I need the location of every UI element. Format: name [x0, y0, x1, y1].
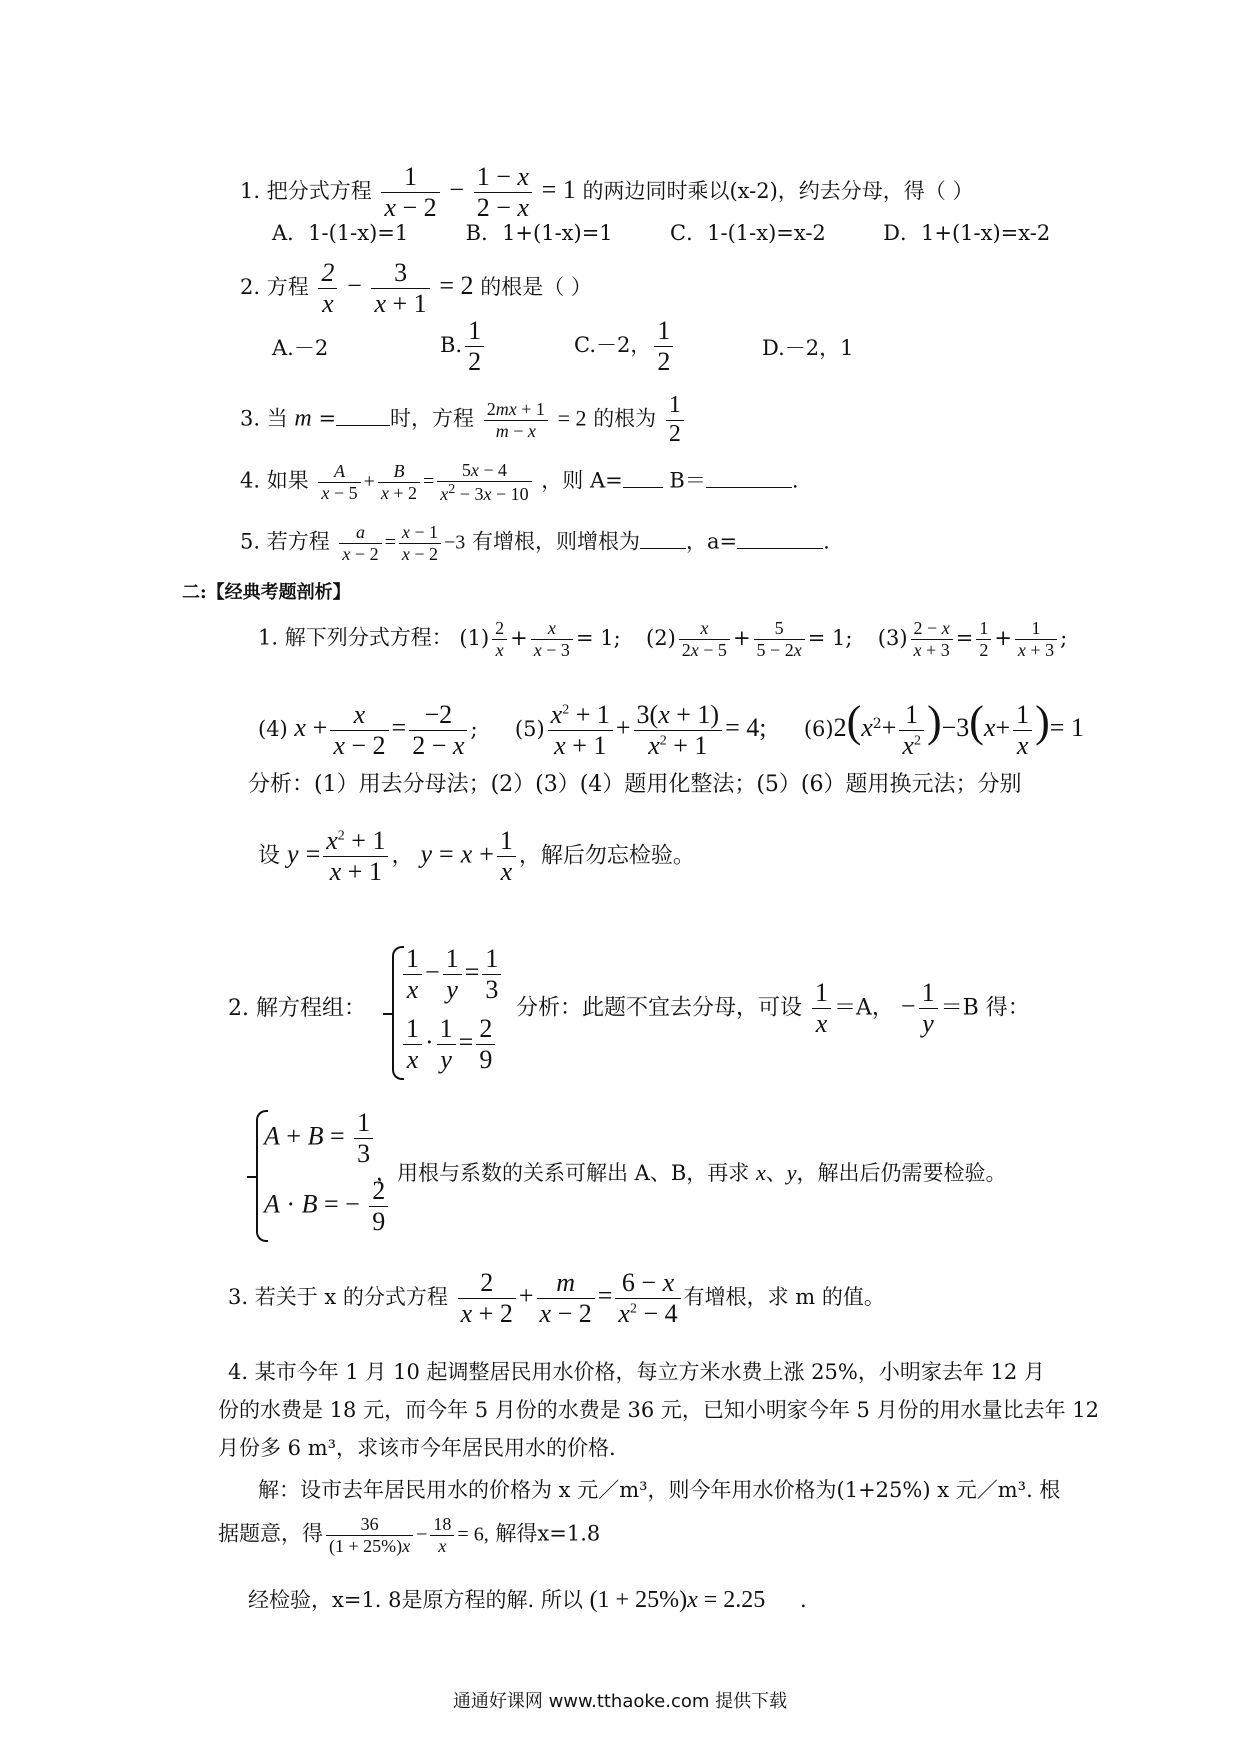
p2-sub-eq-1: A + B = $\frac{1}{3}$ [264, 1108, 376, 1169]
p2-system-eq-2: $\frac{1}{x}$ · $\frac{1}{y}$ = $\frac{2}{9}$ [400, 1014, 498, 1075]
eq-5: (5) $\frac{x^2 + 1}{x + 1}$ + $\frac{3(x + 1)}{x^2 + 1}$ = 4; [514, 700, 767, 760]
q5: 5. 若方程 $\frac{a}{x - 2}$ = $\frac{x - 1}{x - 2}$ −3 有增根，则增根为 ，a= . [240, 522, 830, 564]
q3-blank [336, 407, 390, 426]
q2-option-a: A.－2 [272, 336, 329, 360]
p3: 3. 若关于 x 的分式方程 $\frac{2}{x + 2}$ + $\frac{m}{x - 2}$ = $\frac{6 - x}{x^2 - 4}$ 有增根，求 m 的值。 [228, 1268, 885, 1328]
p1-row2 [258, 697, 1084, 761]
p2-analysis: 分析：此题不宜去分母，可设 $\frac{1}{x}$ ＝A， − $\frac{1}{y}$ ＝B 得： [516, 978, 1030, 1038]
q1-option-d: D．1+(1-x)=x-2 [883, 221, 1051, 245]
p1-analysis-2: 设 y = $\frac{x^2 + 1}{x + 1}$ ， y = x + $\frac{1}{x}$ ，解后勿忘检验。 [258, 826, 695, 886]
q1-fraction-1: $\frac{1}{x - 2}$ [381, 162, 439, 223]
p2-label: 2. 解方程组： [228, 996, 367, 1021]
p4-check: 经检验，x=1. 8是原方程的解. 所以 (1 + 25%)x = 2.25 . [248, 1587, 807, 1613]
q4-blank-a [623, 469, 663, 488]
q1-option-c: C．1-(1-x)=x-2 [670, 221, 826, 245]
p4-solution-2: 据题意，得 $\frac{36}{(1 + 25\%)x}$ − $\frac{18}{x}$ = 6, 解得x=1.8 [218, 1514, 601, 1556]
q5-blank-root [640, 530, 686, 549]
p2-sub-eq-2: A · B = − $\frac{2}{9}$ [264, 1176, 391, 1237]
eq-3: (3) $\frac{2 - x}{x + 3}$ = $\frac{1}{2}$ + $\frac{1}{x + 3}$ ; [877, 618, 1068, 660]
q1-option-a: A．1-(1-x)=1 [272, 221, 409, 245]
eq-6: $(6)2(x^2+$ $\frac{1}{x^2}$ )−3(x+ $\frac{1}{x}$ )= 1 [803, 697, 1084, 760]
q2: 2. 方程 $\frac{2}{x}$ − $\frac{3}{x + 1}$ = 2 的根是（ ） [240, 258, 592, 318]
section2-heading: 二:【经典考题剖析】 [182, 582, 351, 603]
p1-analysis-1: 分析：(1）用去分母法；(2）(3）(4）题用化整法；(5）(6）题用换元法；分别 [248, 772, 1022, 797]
q2-option-b: B. $\frac{1}{2}$ [440, 316, 487, 377]
q4-blank-b [706, 469, 792, 488]
p1: 1. 解下列分式方程： (1) $\frac{2}{x}$ + $\frac{x}{x - 3}$ = 1; (2) $\frac{x}{2x - 5}$ + $\frac{5}{5 - 2x}$ = 1; (3) $\frac{2 - x}{x + 3}$ = $\frac{1}{2}$ + $\frac{1}{x + 3}$ ; [258, 618, 1068, 660]
q2-option-c: C.－2， $\frac{1}{2}$ [574, 316, 676, 377]
q3: 3. 当 m = 时，方程 $\frac{2mx + 1}{m - x}$ = 2 的根为 $\frac{1}{2}$ [240, 392, 687, 448]
eq-1: (1) $\frac{2}{x}$ + $\frac{x}{x - 3}$ = 1; [459, 618, 621, 660]
q1-option-b: B．1+(1-x)=1 [465, 221, 613, 245]
p4-solution-1: 解：设市去年居民用水的价格为 x 元／m³，则今年用水价格为(1+25%) x 元／m³. 根 [258, 1478, 1061, 1502]
eq-2: (2) $\frac{x}{2x - 5}$ + $\frac{5}{5 - 2x}$ = 1; [646, 618, 853, 660]
q5-blank-a [737, 530, 823, 549]
footer-text: 通通好课网 www.tthaoke.com 提供下载 [452, 1691, 788, 1712]
p2-tail: ，用根与系数的关系可解出 A、B，再求 x、y，解出后仍需要检验。 [376, 1160, 1007, 1185]
p2-system-eq-1: $\frac{1}{x}$ − $\frac{1}{y}$ = $\frac{1}{3}$ [400, 944, 504, 1005]
q1-fraction-2: $\frac{1 - x}{2 - x}$ [474, 162, 532, 223]
q2-option-d: D.－2，1 [762, 336, 854, 360]
eq-4: (4) x + $\frac{x}{x - 2}$ = $\frac{-2}{2 - x}$ ; [258, 700, 478, 760]
p4-line-1: 4. 某市今年 1 月 10 起调整居民用水价格，每立方米水费上涨 25%，小明家去年 12 月 [228, 1360, 1045, 1384]
q4: 4. 如果 $\frac{A}{x - 5}$ + $\frac{B}{x + 2}$ = $\frac{5x - 4}{x^2 - 3x - 10}$ ，则 A= B＝ . [240, 460, 799, 504]
p4-line-2: 份的水费是 18 元，而今年 5 月份的水费是 36 元，已知小明家今年 5 月份的用水量比去年 12 [218, 1398, 1099, 1422]
q1-options [272, 223, 1050, 244]
p4-line-3: 月份多 6 m³，求该市今年居民用水的价格. [218, 1436, 616, 1460]
q1: 1. 把分式方程 $\frac{1}{x - 2}$ − $\frac{1 - x}{2 - x}$ = 1 的两边同时乘以(x-2)，约去分母，得（ ） [240, 162, 974, 222]
